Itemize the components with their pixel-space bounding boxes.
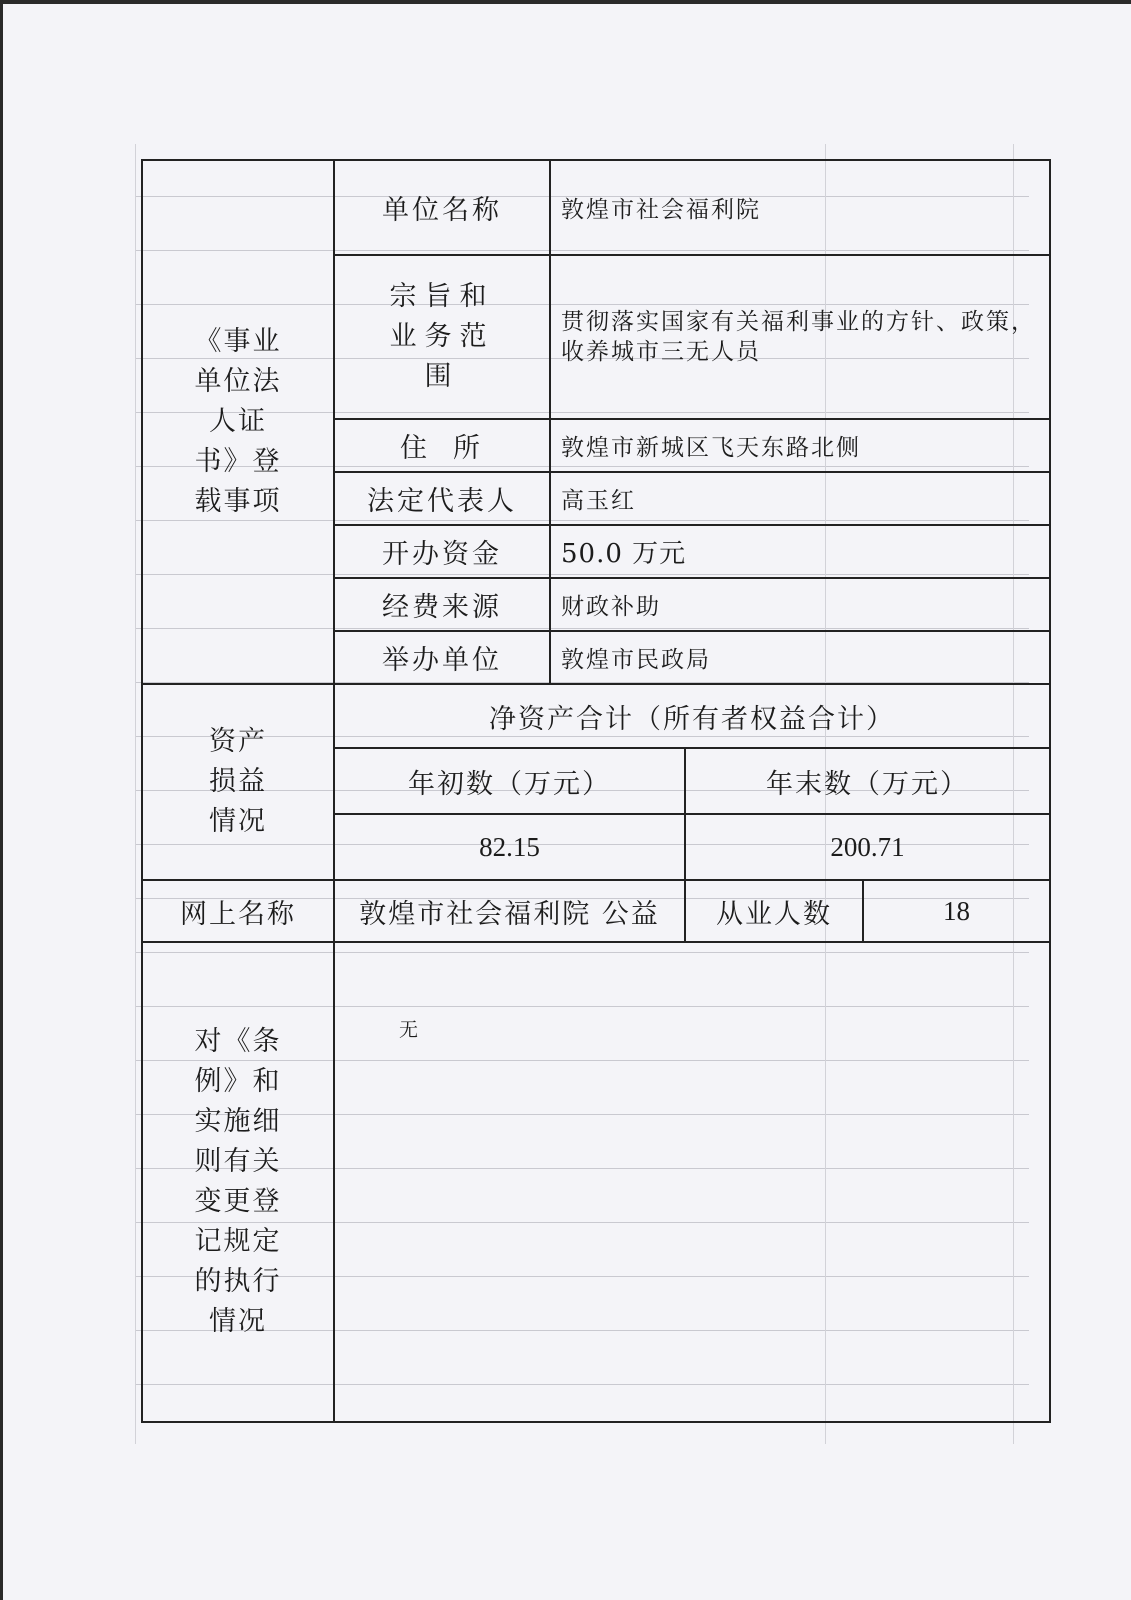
field-label-registered-capital: 开办资金 <box>334 525 550 578</box>
section-assets-label: 资产损益情况 <box>209 726 267 837</box>
field-label-sponsor: 举办单位 <box>334 631 550 684</box>
field-value-registered-capital: 50.0 万元 <box>550 525 1050 578</box>
section-regulation-compliance <box>142 942 334 1422</box>
field-label-funding-source: 经费来源 <box>334 578 550 631</box>
regulation-value-cell <box>334 942 1050 1422</box>
year-start-value: 82.15 <box>334 814 685 880</box>
field-label-purpose-scope-text: 宗旨和业务范围 <box>389 281 495 392</box>
field-label-purpose-scope <box>334 255 550 419</box>
field-value-address: 敦煌市新城区飞天东路北侧 <box>550 419 1050 472</box>
online-name-label: 网上名称 <box>142 880 334 942</box>
field-value-purpose-scope: 贯彻落实国家有关福利事业的方针、政策，收养城市三无人员 <box>550 255 1050 419</box>
field-value-legal-representative: 高玉红 <box>550 472 1050 525</box>
field-value-funding-source: 财政补助 <box>550 578 1050 631</box>
field-label-unit-name: 单位名称 <box>334 160 550 255</box>
year-start-label: 年初数（万元） <box>334 748 685 814</box>
section-registration-items <box>142 160 334 684</box>
field-label-legal-representative: 法定代表人 <box>334 472 550 525</box>
staff-count-label: 从业人数 <box>685 880 863 942</box>
section-registration-label: 《事业单位法人证书》登载事项 <box>194 326 282 517</box>
field-value-sponsor: 敦煌市民政局 <box>550 631 1050 684</box>
year-end-label: 年末数（万元） <box>685 748 1050 814</box>
section-assets <box>142 684 334 880</box>
regulation-value: 无 <box>399 1019 419 1041</box>
registration-form-table <box>141 159 1051 1423</box>
online-name-value: 敦煌市社会福利院 公益 <box>334 880 685 942</box>
regulation-label: 对《条例》和实施细则有关变更登记规定的执行情况 <box>194 1026 282 1337</box>
show-through-line <box>135 144 136 1444</box>
staff-count-value: 18 <box>863 880 1050 942</box>
field-value-unit-name: 敦煌市社会福利院 <box>550 160 1050 255</box>
field-label-address: 住所 <box>334 419 550 472</box>
year-end-value: 200.71 <box>685 814 1050 880</box>
net-assets-header: 净资产合计（所有者权益合计） <box>334 684 1050 748</box>
